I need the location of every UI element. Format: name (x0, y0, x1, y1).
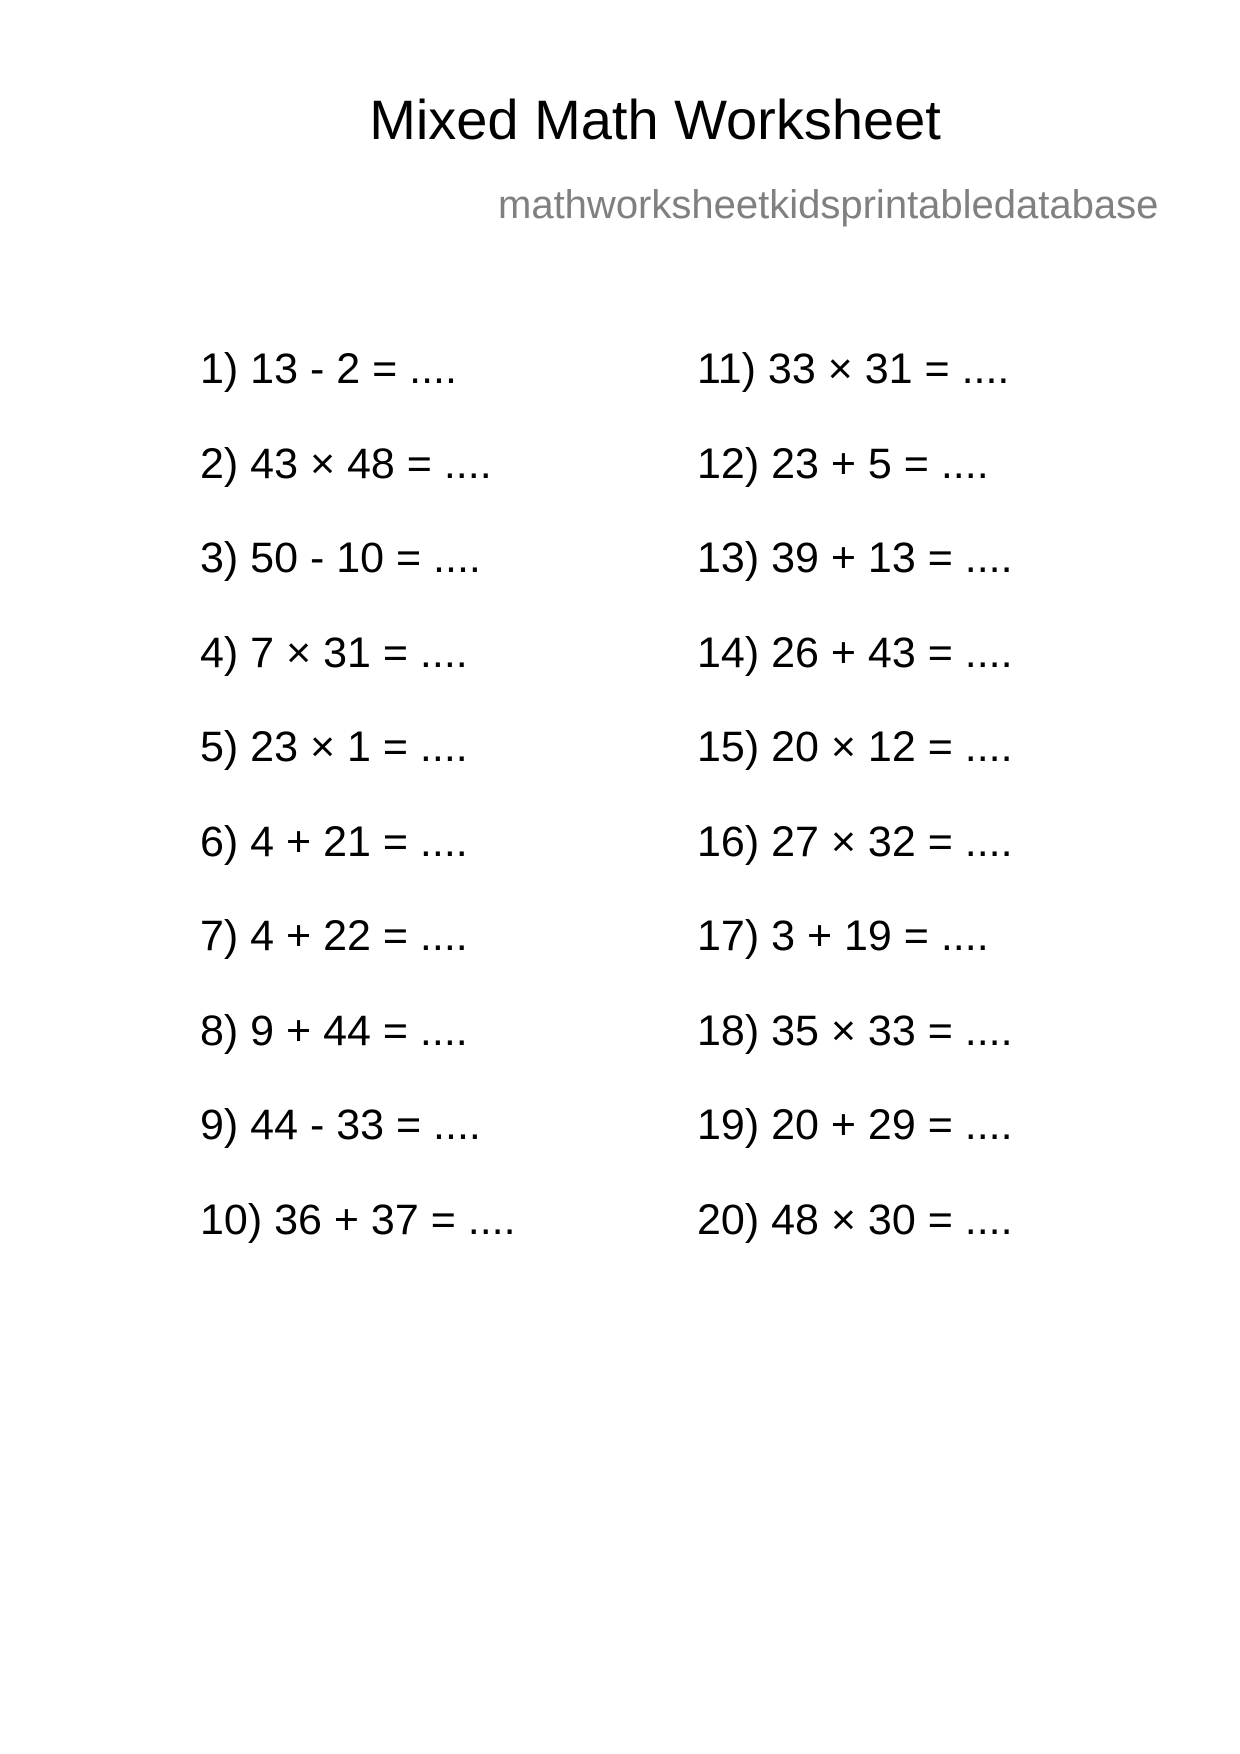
problem-item: 5) 23 × 1 = .... (200, 723, 468, 771)
problem-item: 7) 4 + 22 = .... (200, 912, 468, 960)
problem-item: 11) 33 × 31 = .... (697, 345, 1010, 393)
problem-item: 15) 20 × 12 = .... (697, 723, 1013, 771)
site-watermark: mathworksheetkidsprintabledatabase (498, 183, 1159, 227)
problem-item: 4) 7 × 31 = .... (200, 628, 468, 677)
problem-item: 17) 3 + 19 = .... (697, 912, 989, 960)
problem-item: 16) 27 × 32 = .... (697, 817, 1013, 866)
problem-item: 10) 36 + 37 = .... (200, 1195, 516, 1244)
problem-item: 6) 4 + 21 = .... (200, 817, 468, 866)
worksheet-title: Mixed Math Worksheet (369, 88, 941, 151)
problem-item: 18) 35 × 33 = .... (697, 1006, 1013, 1055)
problem-item: 9) 44 - 33 = .... (200, 1101, 481, 1149)
problem-item: 2) 43 × 48 = .... (200, 439, 492, 488)
problem-column-right (697, 343, 1013, 1288)
problem-item: 20) 48 × 30 = .... (697, 1195, 1013, 1244)
problem-item: 13) 39 + 13 = .... (697, 534, 1013, 582)
problem-item: 8) 9 + 44 = .... (200, 1006, 468, 1055)
problem-item: 14) 26 + 43 = .... (697, 628, 1013, 677)
problem-item: 1) 13 - 2 = .... (200, 345, 457, 393)
problem-item: 12) 23 + 5 = .... (697, 439, 989, 488)
problem-item: 19) 20 + 29 = .... (697, 1101, 1013, 1149)
problem-column-left (200, 343, 516, 1288)
problem-item: 3) 50 - 10 = .... (200, 534, 481, 582)
